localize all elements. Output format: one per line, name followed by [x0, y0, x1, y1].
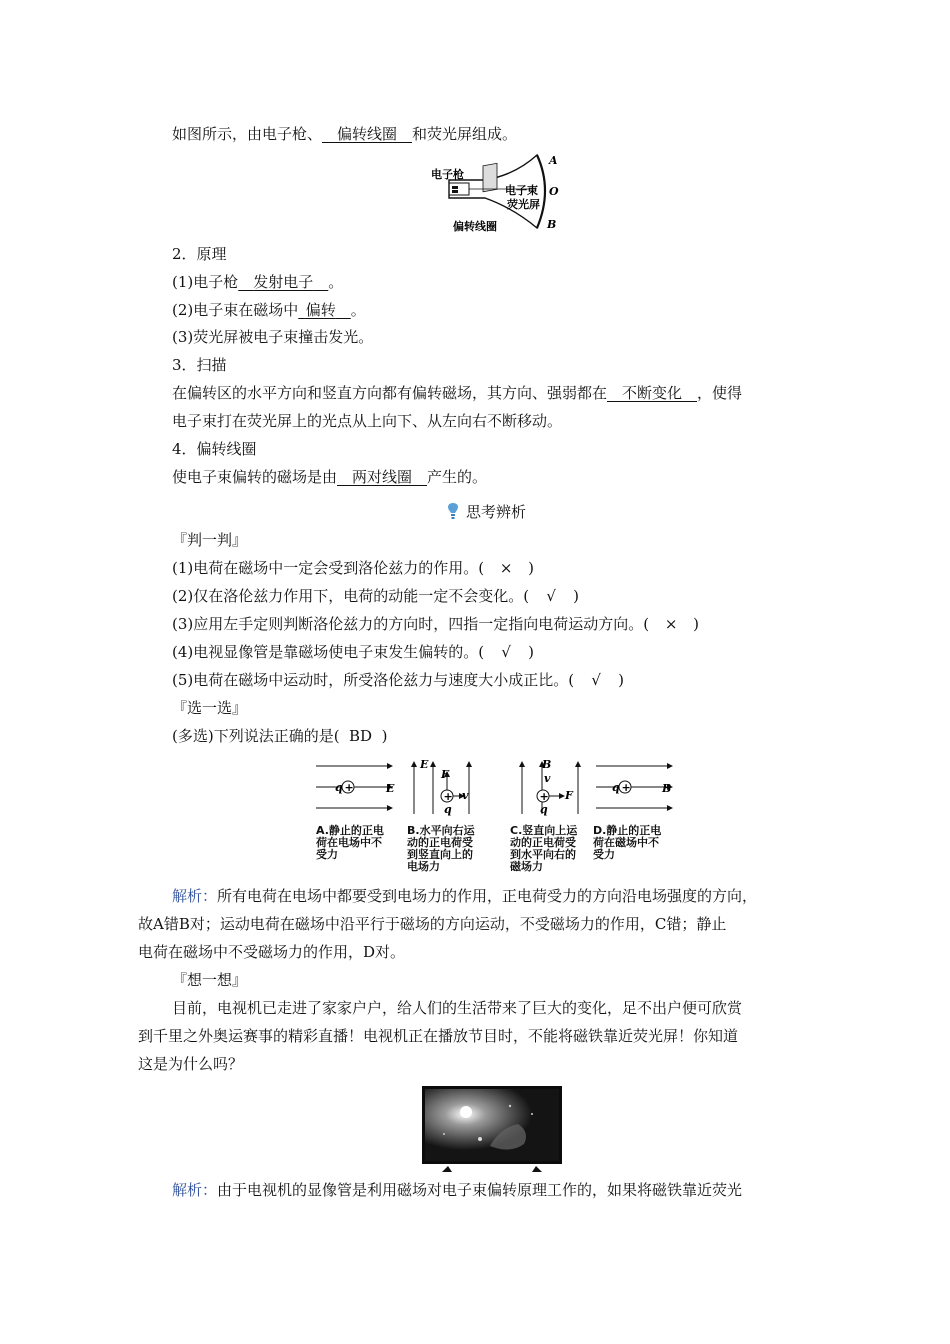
- coil-title: 4．偏转线圈: [172, 440, 257, 458]
- scan-blank: 不断变化: [622, 384, 683, 402]
- think-header: 思考辨析: [446, 502, 526, 522]
- option-c-line-1: C.竖直向上运: [510, 824, 578, 837]
- option-b-line-1: B.水平向右运: [407, 824, 475, 837]
- panel-a-field: E: [386, 782, 395, 795]
- panel-c-force: F: [565, 789, 573, 802]
- option-a-line-2: 荷在电场中不: [316, 836, 382, 849]
- intro-pre: 如图所示，由电子枪、: [172, 125, 323, 143]
- option-d-line-1: D.静止的正电: [593, 824, 662, 837]
- panel-c-plus: +: [539, 790, 549, 803]
- judge-mark-3: ×: [664, 615, 678, 633]
- crt-gun-label: 电子枪: [431, 168, 464, 181]
- panel-c-field: B: [542, 758, 552, 771]
- option-d-line-3: 受力: [593, 848, 615, 861]
- option-b-line-3: 到竖直向上的: [407, 848, 473, 861]
- crt-point-a: A: [549, 154, 558, 167]
- lightbulb-icon: [446, 502, 460, 520]
- coil-line: 使电子束偏转的磁场是由 两对线圈 产生的。: [172, 468, 488, 486]
- principle-item-2: (2)电子束在磁场中 偏转 。: [172, 301, 366, 319]
- panel-b: [407, 758, 476, 873]
- crt-coil-label: 偏转线圈: [453, 220, 497, 233]
- panel-c-velocity: v: [544, 772, 551, 785]
- option-b-line-4: 电场力: [407, 860, 440, 873]
- panel-d-plus: +: [621, 781, 631, 794]
- analysis2-label: 解析：: [172, 1181, 218, 1199]
- intro-line: [172, 124, 517, 144]
- judge-item-2: (2)仅在洛伦兹力作用下，电荷的动能一定不会变化。( √ ): [172, 587, 579, 605]
- thinkq-line-2: 到千里之外奥运赛事的精彩直播！电视机正在播放节目时，不能将磁铁靠近荧光屏！你知道: [138, 1027, 739, 1045]
- judge-item-3: (3)应用左手定则判断洛伦兹力的方向时，四指一定指向电荷运动方向。( × ): [172, 615, 699, 633]
- option-d-line-2: 荷在磁场中不: [593, 836, 659, 849]
- principle-item-1: (1)电子枪 发射电子 。: [172, 273, 344, 291]
- judge-mark-4: √: [501, 643, 511, 661]
- scan-line-1: 在偏转区的水平方向和竖直方向都有偏转磁场，其方向、强弱都在 不断变化 ，使得: [172, 384, 743, 402]
- judge-mark-5: √: [591, 671, 601, 689]
- panel-a-charge: q: [335, 781, 343, 794]
- panel-a: [316, 766, 395, 861]
- panel-b-charge: q: [444, 803, 452, 816]
- panel-b-force: F: [441, 768, 449, 781]
- judge-item-1: (1)电荷在磁场中一定会受到洛伦兹力的作用。( × ): [172, 559, 534, 577]
- panel-b-field: E: [420, 758, 429, 771]
- option-c-line-3: 到水平向右的: [510, 848, 576, 861]
- choose-title: 『选一选』: [172, 699, 248, 717]
- crt-beam-label: 电子束: [505, 184, 538, 197]
- tv-image: [420, 1084, 564, 1174]
- crt-point-b: B: [547, 218, 557, 231]
- principle-blank-1: 发射电子: [253, 273, 314, 291]
- judge-mark-1: ×: [499, 559, 513, 577]
- principle-title: 2．原理: [172, 245, 227, 263]
- scan-line-2: 电子束打在荧光屏上的光点从上向下、从左向右不断移动。: [172, 412, 563, 430]
- analysis1-label: 解析：: [172, 887, 218, 905]
- analysis1-line-3: 电荷在磁场中不受磁场力的作用，D对。: [138, 943, 406, 961]
- option-b-line-2: 动的正电荷受: [407, 836, 473, 849]
- analysis1-line-2: 故A错B对；运动电荷在磁场中沿平行于磁场的方向运动，不受磁场力的作用，C错；静止: [138, 915, 727, 933]
- thinkq-line-1: 目前，电视机已走进了家家户户，给人们的生活带来了巨大的变化，足不出户便可欣赏: [172, 999, 743, 1017]
- principle-item-3: (3)荧光屏被电子束撞击发光。: [172, 328, 374, 346]
- intro-post: 和荧光屏组成。: [412, 125, 518, 143]
- panel-c-charge: q: [540, 803, 548, 816]
- option-a-line-1: A.静止的正电: [316, 824, 384, 837]
- panel-d-charge: q: [612, 781, 620, 794]
- option-a-line-3: 受力: [316, 848, 338, 861]
- scan-title: 3．扫描: [172, 356, 227, 374]
- panel-c: [510, 758, 578, 873]
- panel-b-plus: +: [443, 790, 453, 803]
- options-figure: [310, 756, 685, 874]
- principle-blank-2: 偏转: [305, 301, 336, 319]
- panel-d-field: B: [662, 782, 672, 795]
- crt-point-o: O: [549, 185, 559, 198]
- option-c-line-4: 磁场力: [510, 860, 543, 873]
- judge-title: 『判一判』: [172, 531, 248, 549]
- choose-answer: BD: [349, 727, 373, 745]
- judge-item-4: (4)电视显像管是靠磁场使电子束发生偏转的。( √ ): [172, 643, 534, 661]
- panel-d: [593, 766, 672, 861]
- intro-blank: 偏转线圈: [337, 125, 398, 143]
- panel-b-velocity: v: [462, 789, 469, 802]
- choose-question: (多选)下列说法正确的是( BD ): [172, 727, 388, 745]
- coil-blank: 两对线圈: [352, 468, 413, 486]
- crt-figure: [425, 150, 563, 236]
- judge-item-5: (5)电荷在磁场中运动时，所受洛伦兹力与速度大小成正比。( √ ): [172, 671, 624, 689]
- thinkq-title: 『想一想』: [172, 971, 248, 989]
- thinkq-line-3: 这是为什么吗？: [138, 1055, 244, 1073]
- judge-mark-2: √: [546, 587, 556, 605]
- panel-a-plus: +: [344, 781, 354, 794]
- analysis1-line-1: 解析：所有电荷在电场中都要受到电场力的作用，正电荷受力的方向沿电场强度的方向，: [172, 887, 758, 905]
- option-c-line-2: 动的正电荷受: [510, 836, 576, 849]
- crt-screen-label: 荧光屏: [507, 198, 540, 211]
- analysis2-line: 解析：由于电视机的显像管是利用磁场对电子束偏转原理工作的，如果将磁铁靠近荧光: [172, 1181, 743, 1199]
